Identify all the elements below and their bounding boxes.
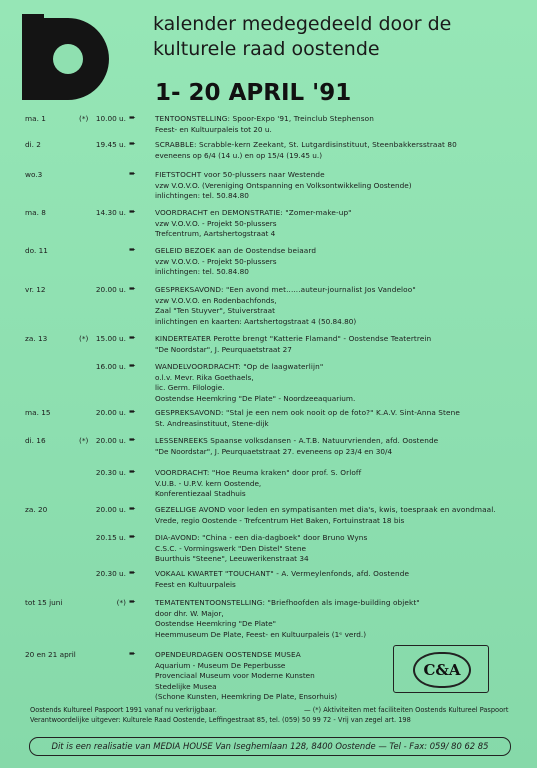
event-day: vr. 12 xyxy=(25,285,46,294)
event-description xyxy=(155,362,530,404)
event-day: ma. 1 xyxy=(25,114,46,123)
footer-passport: Oostends Kultureel Paspoort 1991 vanaf nu verkrijgbaar. xyxy=(30,706,217,714)
event-title: FIETSTOCHT voor 50-plussers naar Westende xyxy=(155,170,325,179)
event-detail-line: Heemmuseum De Plate, Feest- en Kultuurpaleis (1ᵉ verd.) xyxy=(155,629,367,639)
event-description xyxy=(155,208,530,240)
event-description xyxy=(155,436,530,457)
arrow-icon: ➨ xyxy=(129,532,136,541)
event-title: VOORDRACHT: "Hoe Reuma kraken" door prof. S. Orloff xyxy=(155,468,362,477)
arrow-icon: ➨ xyxy=(129,649,136,658)
arrow-icon: ➨ xyxy=(129,597,136,606)
event-detail-line: vzw V.O.V.O. - Projekt 50-plussers xyxy=(155,256,277,266)
event-time: 19.45 u. xyxy=(95,140,126,149)
event-detail-line: lic. Germ. Filologie. xyxy=(155,383,225,393)
event-description xyxy=(155,569,530,590)
event-detail-line: inlichtingen en kaarten: Aartshertogstraat 4 (50.84.80) xyxy=(155,316,357,326)
sponsor-logo: C&A xyxy=(413,652,471,688)
event-detail-line: Aquarium - Museum De Peperbusse xyxy=(155,660,286,670)
event-time: (*) xyxy=(116,598,126,607)
event-description xyxy=(155,140,530,161)
event-detail-line: vzw V.O.V.O. - Projekt 50-plussers xyxy=(155,218,277,228)
arrow-icon: ➨ xyxy=(129,467,136,476)
event-time: 20.30 u. xyxy=(95,569,126,578)
event-time: 20.00 u. xyxy=(95,285,126,294)
passport-mark: (*) xyxy=(79,114,89,123)
event-detail-line: Stedelijke Musea xyxy=(155,681,217,691)
event-detail-line: eveneens op 6/4 (14 u.) en op 15/4 (19.45 u.) xyxy=(155,150,323,160)
event-description xyxy=(155,334,530,355)
event-title: WANDELVOORDRACHT: "Op de laagwaterlijn" xyxy=(155,362,324,371)
footer-legend: — (*) Aktiviteiten met faciliteiten Oostends Kultureel Paspoort xyxy=(304,706,509,714)
event-detail-line: vzw V.O.V.O. en Rodenbachfonds, xyxy=(155,295,277,305)
event-title: GEZELLIGE AVOND voor leden en sympatisanten met dia's, kwis, toespraak en avondmaal. xyxy=(155,505,496,514)
event-title: DIA-AVOND: "China - een dia-dagboek" door Bruno Wyns xyxy=(155,533,368,542)
arrow-icon: ➨ xyxy=(129,169,136,178)
event-description xyxy=(155,170,530,202)
event-detail-line: Trefcentrum, Aartshertogstraat 4 xyxy=(155,229,276,239)
event-detail-line: inlichtingen: tel. 50.84.80 xyxy=(155,267,249,277)
event-detail-line: Zaal "Ten Stuyver", Stuiverstraat xyxy=(155,306,275,316)
event-day: tot 15 juni xyxy=(25,598,63,607)
arrow-icon: ➨ xyxy=(129,284,136,293)
event-day: ma. 8 xyxy=(25,208,46,217)
event-time: 15.00 u. xyxy=(95,334,126,343)
event-detail-line: door dhr. W. Major, xyxy=(155,608,224,618)
event-time: 14.30 u. xyxy=(95,208,126,217)
event-day: di. 16 xyxy=(25,436,46,445)
event-detail-line: Oostendse Heemkring "De Plate" xyxy=(155,619,277,629)
event-description xyxy=(155,285,530,327)
event-time: 20.00 u. xyxy=(95,408,126,417)
event-detail-line: C.S.C. - Vormingswerk "Den Distel" Stene xyxy=(155,543,307,553)
event-title: VOORDRACHT en DEMONSTRATIE: "Zomer-make-up" xyxy=(155,208,352,217)
event-detail-line: Feest- en Kultuurpaleis tot 20 u. xyxy=(155,124,272,134)
event-description xyxy=(155,246,530,278)
event-description xyxy=(155,533,530,565)
event-detail-line: Konferentiezaal Stadhuis xyxy=(155,489,246,499)
kulturele-raad-logo xyxy=(22,14,114,100)
event-description xyxy=(155,505,530,526)
header-line-1: kalender medegedeeld door de xyxy=(153,13,452,35)
event-title: GESPREKSAVOND: "Stal je een nem ook nooit op de foto?" K.A.V. Sint-Anna Stene xyxy=(155,408,460,417)
arrow-icon: ➨ xyxy=(129,333,136,342)
arrow-icon: ➨ xyxy=(129,245,136,254)
event-detail-line: Provenciaal Museum voor Moderne Kunsten xyxy=(155,671,315,681)
arrow-icon: ➨ xyxy=(129,568,136,577)
event-detail-line: o.l.v. Mevr. Rika Goethaels, xyxy=(155,372,254,382)
event-title: VOKAAL KWARTET "TOUCHANT" - A. Vermeylenfonds, afd. Oostende xyxy=(155,569,410,578)
event-time: 20.30 u. xyxy=(95,468,126,477)
event-title: KINDERTEATER Perotte brengt "Katterie Flamand" - Oostendse Teatertrein xyxy=(155,334,432,343)
event-day: ma. 15 xyxy=(25,408,51,417)
event-title: GELEID BEZOEK aan de Oostendse beiaard xyxy=(155,246,317,255)
arrow-icon: ➨ xyxy=(129,504,136,513)
passport-mark: (*) xyxy=(79,334,89,343)
event-time: 20.00 u. xyxy=(95,505,126,514)
event-detail-line: Buurthuis "Steene", Leeuwerikenstraat 34 xyxy=(155,554,309,564)
event-detail-line: "De Noordstar", J. Peurquaetstraat 27. eveneens op 23/4 en 30/4 xyxy=(155,446,393,456)
event-day: di. 2 xyxy=(25,140,41,149)
bottom-credit-bar: Dit is een realisatie van MEDIA HOUSE Van Iseghemlaan 128, 8400 Oostende — Tel - Fax: 059/ 80 62 85 xyxy=(29,737,511,756)
event-detail-line: inlichtingen: tel. 50.84.80 xyxy=(155,191,249,201)
arrow-icon: ➨ xyxy=(129,435,136,444)
footer xyxy=(30,706,520,725)
event-detail-line: Vrede, regio Oostende - Trefcentrum Het Baken, Fortuinstraat 18 bis xyxy=(155,515,405,525)
event-title: SCRABBLE: Scrabble-kern Zeekant, St. Lutgardisinstituut, Steenbakkersstraat 80 xyxy=(155,140,457,149)
event-title: OPENDEURDAGEN OOSTENDSE MUSEA xyxy=(155,650,301,659)
event-detail-line: Feest en Kultuurpaleis xyxy=(155,579,236,589)
header xyxy=(153,12,523,62)
event-title: TEMATENTENTOONSTELLING: "Briefhoofden als image-building objekt" xyxy=(155,598,420,607)
header-line-2: kulturele raad oostende xyxy=(153,38,380,60)
arrow-icon: ➨ xyxy=(129,207,136,216)
header-dates: 1- 20 APRIL '91 xyxy=(155,80,352,106)
event-detail-line: V.U.B. - U.P.V. kern Oostende, xyxy=(155,478,262,488)
event-detail-line: (Schone Kunsten, Heemkring De Plate, Ensorhuis) xyxy=(155,692,338,702)
event-day: 20 en 21 april xyxy=(25,650,76,659)
event-time: 20.00 u. xyxy=(95,436,126,445)
event-description xyxy=(155,114,530,135)
event-description xyxy=(155,598,530,640)
event-detail-line: "De Noordstar", J. Peurquaetstraat 27 xyxy=(155,344,292,354)
event-title: TENTOONSTELLING: Spoor-Expo '91, Treinclub Stephenson xyxy=(155,114,374,123)
event-title: GESPREKSAVOND: "Een avond met......auteur-journalist Jos Vandeloo" xyxy=(155,285,416,294)
arrow-icon: ➨ xyxy=(129,407,136,416)
event-title: LESSENREEKS Spaanse volksdansen - A.T.B. Natuurvrienden, afd. Oostende xyxy=(155,436,439,445)
passport-mark: (*) xyxy=(79,436,89,445)
arrow-icon: ➨ xyxy=(129,139,136,148)
event-time: 10.00 u. xyxy=(95,114,126,123)
event-day: za. 13 xyxy=(25,334,48,343)
sponsor-box xyxy=(393,645,489,693)
event-description xyxy=(155,468,530,500)
event-day: wo.3 xyxy=(25,170,43,179)
event-description xyxy=(155,408,530,429)
arrow-icon: ➨ xyxy=(129,361,136,370)
arrow-icon: ➨ xyxy=(129,113,136,122)
event-detail-line: vzw V.O.V.O. (Vereniging Ontspanning en Volksontwikkeling Oostende) xyxy=(155,180,412,190)
event-time: 16.00 u. xyxy=(95,362,126,371)
event-day: za. 20 xyxy=(25,505,48,514)
event-day: do. 11 xyxy=(25,246,48,255)
footer-publisher: Verantwoordelijke uitgever: Kulturele Raad Oostende, Leffingestraat 85, tel. (059) 50 99 72 - Vrij van zegel art. 198 xyxy=(30,715,411,724)
event-detail-line: Oostendse Heemkring "De Plate" - Noordzeeaquarium. xyxy=(155,393,356,403)
event-detail-line: St. Andreasinstituut, Stene-dijk xyxy=(155,418,269,428)
event-time: 20.15 u. xyxy=(95,533,126,542)
